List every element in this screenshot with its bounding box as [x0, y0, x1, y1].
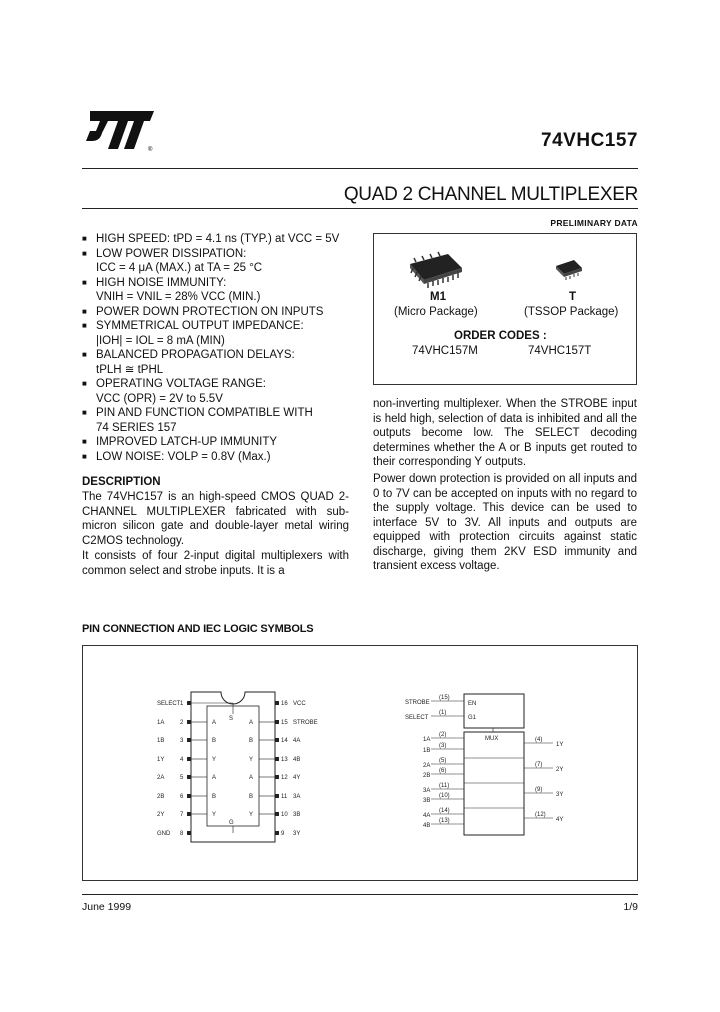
svg-text:3: 3 — [180, 738, 184, 744]
svg-text:MUX: MUX — [485, 736, 499, 742]
svg-text:1A: 1A — [157, 720, 165, 726]
svg-text:1Y: 1Y — [157, 757, 165, 763]
dip-left-labels — [157, 701, 181, 837]
svg-text:EN: EN — [468, 701, 477, 707]
iec-input-labels — [405, 700, 430, 829]
svg-text:(2): (2) — [439, 732, 447, 738]
feature-detail: VNIH = VNIL = 28% VCC (MIN.) — [96, 291, 261, 303]
description-paragraph-1: The 74VHC157 is an high-speed CMOS QUAD 2-CHANNEL MULTIPLEXER fabricated with sub-micron silicon gate and double-layer metal wiring C2MOS technology. — [82, 491, 349, 547]
pin-diagrams — [83, 646, 637, 880]
svg-text:B: B — [249, 794, 254, 800]
svg-text:(10): (10) — [439, 793, 450, 799]
features-list — [82, 232, 357, 464]
svg-text:6: 6 — [180, 794, 184, 800]
m1-code: M1 — [430, 291, 446, 303]
feature-item: ■ OPERATING VOLTAGE RANGE: — [82, 378, 266, 390]
svg-text:10: 10 — [281, 812, 288, 818]
svg-text:A: A — [249, 775, 254, 781]
st-logo — [84, 107, 156, 153]
feature-detail: 74 SERIES 157 — [96, 421, 177, 434]
feature-detail: tPLH ≅ tPHL — [96, 363, 164, 376]
svg-text:(13): (13) — [439, 818, 450, 824]
svg-text:4B: 4B — [423, 823, 431, 829]
svg-text:G1: G1 — [468, 715, 477, 721]
feature-item: ■ LOW POWER DISSIPATION: — [82, 247, 247, 260]
svg-text:3A: 3A — [293, 794, 301, 800]
iec-input-numbers — [439, 695, 450, 824]
svg-text:A: A — [212, 720, 217, 726]
svg-text:7: 7 — [180, 812, 184, 818]
subtitle-rule — [82, 208, 638, 209]
order-code-m: 74VHC157M — [412, 345, 478, 357]
svg-text:1B: 1B — [157, 738, 165, 744]
svg-text:S: S — [229, 716, 234, 722]
svg-text:15: 15 — [281, 720, 288, 726]
svg-text:(12): (12) — [535, 812, 546, 818]
svg-text:(14): (14) — [439, 808, 450, 814]
feature-item: ■ POWER DOWN PROTECTION ON INPUTS — [82, 305, 324, 318]
feature-detail: ICC = 4 μA (MAX.) at TA = 25 °C — [96, 262, 263, 274]
svg-text:11: 11 — [281, 794, 288, 800]
svg-text:G: G — [229, 820, 234, 826]
svg-text:3B: 3B — [293, 812, 301, 818]
feature-item: ■ SYMMETRICAL OUTPUT IMPEDANCE: — [82, 320, 304, 332]
svg-text:Y: Y — [212, 812, 217, 818]
order-codes-title: ORDER CODES : — [454, 330, 547, 342]
svg-text:(15): (15) — [439, 695, 450, 701]
footer-rule — [82, 894, 638, 895]
svg-text:13: 13 — [281, 757, 288, 763]
so16-package-image — [404, 250, 466, 294]
package-box — [373, 233, 637, 385]
svg-text:(5): (5) — [439, 758, 447, 764]
svg-text:B: B — [212, 738, 217, 744]
svg-text:(9): (9) — [535, 787, 543, 793]
svg-text:2Y: 2Y — [157, 812, 165, 818]
svg-text:(6): (6) — [439, 768, 447, 774]
part-number: 74VHC157 — [541, 130, 638, 151]
svg-text:4Y: 4Y — [293, 775, 301, 781]
svg-text:STROBE: STROBE — [405, 700, 430, 706]
svg-text:3B: 3B — [423, 798, 431, 804]
header-rule — [82, 168, 638, 169]
svg-text:(11): (11) — [439, 783, 450, 789]
svg-text:12: 12 — [281, 775, 288, 781]
feature-item: ■ HIGH SPEED: tPD = 4.1 ns (TYP.) at VCC = 5V — [82, 233, 340, 245]
description-heading: DESCRIPTION — [82, 476, 161, 488]
svg-text:(7): (7) — [535, 762, 543, 768]
svg-text:2A: 2A — [423, 763, 431, 769]
svg-text:A: A — [212, 775, 217, 781]
feature-item: ■ BALANCED PROPAGATION DELAYS: — [82, 349, 295, 361]
svg-text:4A: 4A — [293, 738, 301, 744]
footer-date: June 1999 — [82, 901, 132, 913]
iec-output-numbers — [535, 737, 546, 818]
svg-text:2: 2 — [180, 720, 184, 726]
svg-text:3Y: 3Y — [293, 831, 301, 837]
dip-right-labels — [293, 701, 318, 837]
svg-text:Y: Y — [212, 757, 217, 763]
svg-text:14: 14 — [281, 738, 288, 744]
svg-text:(3): (3) — [439, 743, 447, 749]
svg-text:3A: 3A — [423, 788, 431, 794]
svg-text:SELECT: SELECT — [157, 701, 181, 707]
description-paragraph-2: It consists of four 2-input digital multiplexers with common select and strobe inputs. It is a — [82, 550, 349, 577]
svg-text:Y: Y — [249, 812, 254, 818]
description-paragraph-3: non-inverting multiplexer. When the STROBE input is held high, selection of data is inhibited and all the outputs become low. The SELECT decoding determines whether the A or B inputs get routed to their corresponding Y outputs. — [373, 398, 637, 468]
svg-text:2A: 2A — [157, 775, 165, 781]
preliminary-label: PRELIMINARY DATA — [550, 218, 638, 228]
svg-text:B: B — [249, 738, 254, 744]
svg-text:2B: 2B — [157, 794, 165, 800]
svg-text:GND: GND — [157, 831, 171, 837]
feature-item: ■ IMPROVED LATCH-UP IMMUNITY — [82, 436, 278, 448]
svg-text:1: 1 — [180, 701, 184, 707]
order-code-t: 74VHC157T — [528, 345, 592, 357]
t-code: T — [569, 291, 577, 303]
svg-text:4Y: 4Y — [556, 817, 564, 823]
svg-text:1A: 1A — [423, 737, 431, 743]
iec-box-labels — [468, 701, 498, 742]
page-number: 1/9 — [623, 901, 638, 913]
t-desc: (TSSOP Package) — [524, 306, 619, 318]
feature-item: ■ PIN AND FUNCTION COMPATIBLE WITH — [82, 407, 313, 419]
svg-text:(4): (4) — [535, 737, 543, 743]
svg-text:(1): (1) — [439, 710, 447, 716]
svg-text:STROBE: STROBE — [293, 720, 318, 726]
svg-text:VCC: VCC — [293, 701, 306, 707]
svg-text:B: B — [212, 794, 217, 800]
svg-text:16: 16 — [281, 701, 288, 707]
pin-section-heading: PIN CONNECTION AND IEC LOGIC SYMBOLS — [82, 623, 314, 635]
svg-text:3Y: 3Y — [556, 792, 564, 798]
iec-output-labels — [556, 742, 563, 823]
svg-text:2Y: 2Y — [556, 767, 564, 773]
svg-text:®: ® — [148, 147, 153, 153]
svg-text:4: 4 — [180, 757, 184, 763]
svg-text:SELECT: SELECT — [405, 715, 429, 721]
svg-text:1Y: 1Y — [556, 742, 564, 748]
svg-text:1B: 1B — [423, 748, 431, 754]
svg-text:Y: Y — [249, 757, 254, 763]
feature-detail: VCC (OPR) = 2V to 5.5V — [96, 392, 223, 405]
svg-text:A: A — [249, 720, 254, 726]
svg-text:4A: 4A — [423, 813, 431, 819]
feature-item: ■ LOW NOISE: VOLP = 0.8V (Max.) — [82, 450, 271, 463]
m1-desc: (Micro Package) — [394, 306, 478, 318]
iec-logic-symbol — [405, 694, 563, 835]
svg-text:2B: 2B — [423, 773, 431, 779]
svg-text:5: 5 — [180, 775, 184, 781]
svg-text:9: 9 — [281, 831, 285, 837]
svg-text:4B: 4B — [293, 757, 301, 763]
dip-connection-diagram — [157, 692, 318, 842]
tssop-package-image — [552, 256, 586, 282]
feature-detail: |IOH| = IOL = 8 mA (MIN) — [96, 334, 225, 347]
svg-text:8: 8 — [180, 831, 184, 837]
feature-item: ■ HIGH NOISE IMMUNITY: — [82, 276, 227, 289]
pin-diagram-box — [82, 645, 638, 881]
page-subtitle: QUAD 2 CHANNEL MULTIPLEXER — [343, 184, 638, 205]
description-paragraph-4: Power down protection is provided on all inputs and 0 to 7V can be accepted on inputs with no regard to the supply voltage. This device can be used to interface 5V to 3V. All inputs and outputs are equipped with protection circuits against static discharge, giving them 2KV ESD immunity and transient excess voltage. — [373, 473, 637, 572]
